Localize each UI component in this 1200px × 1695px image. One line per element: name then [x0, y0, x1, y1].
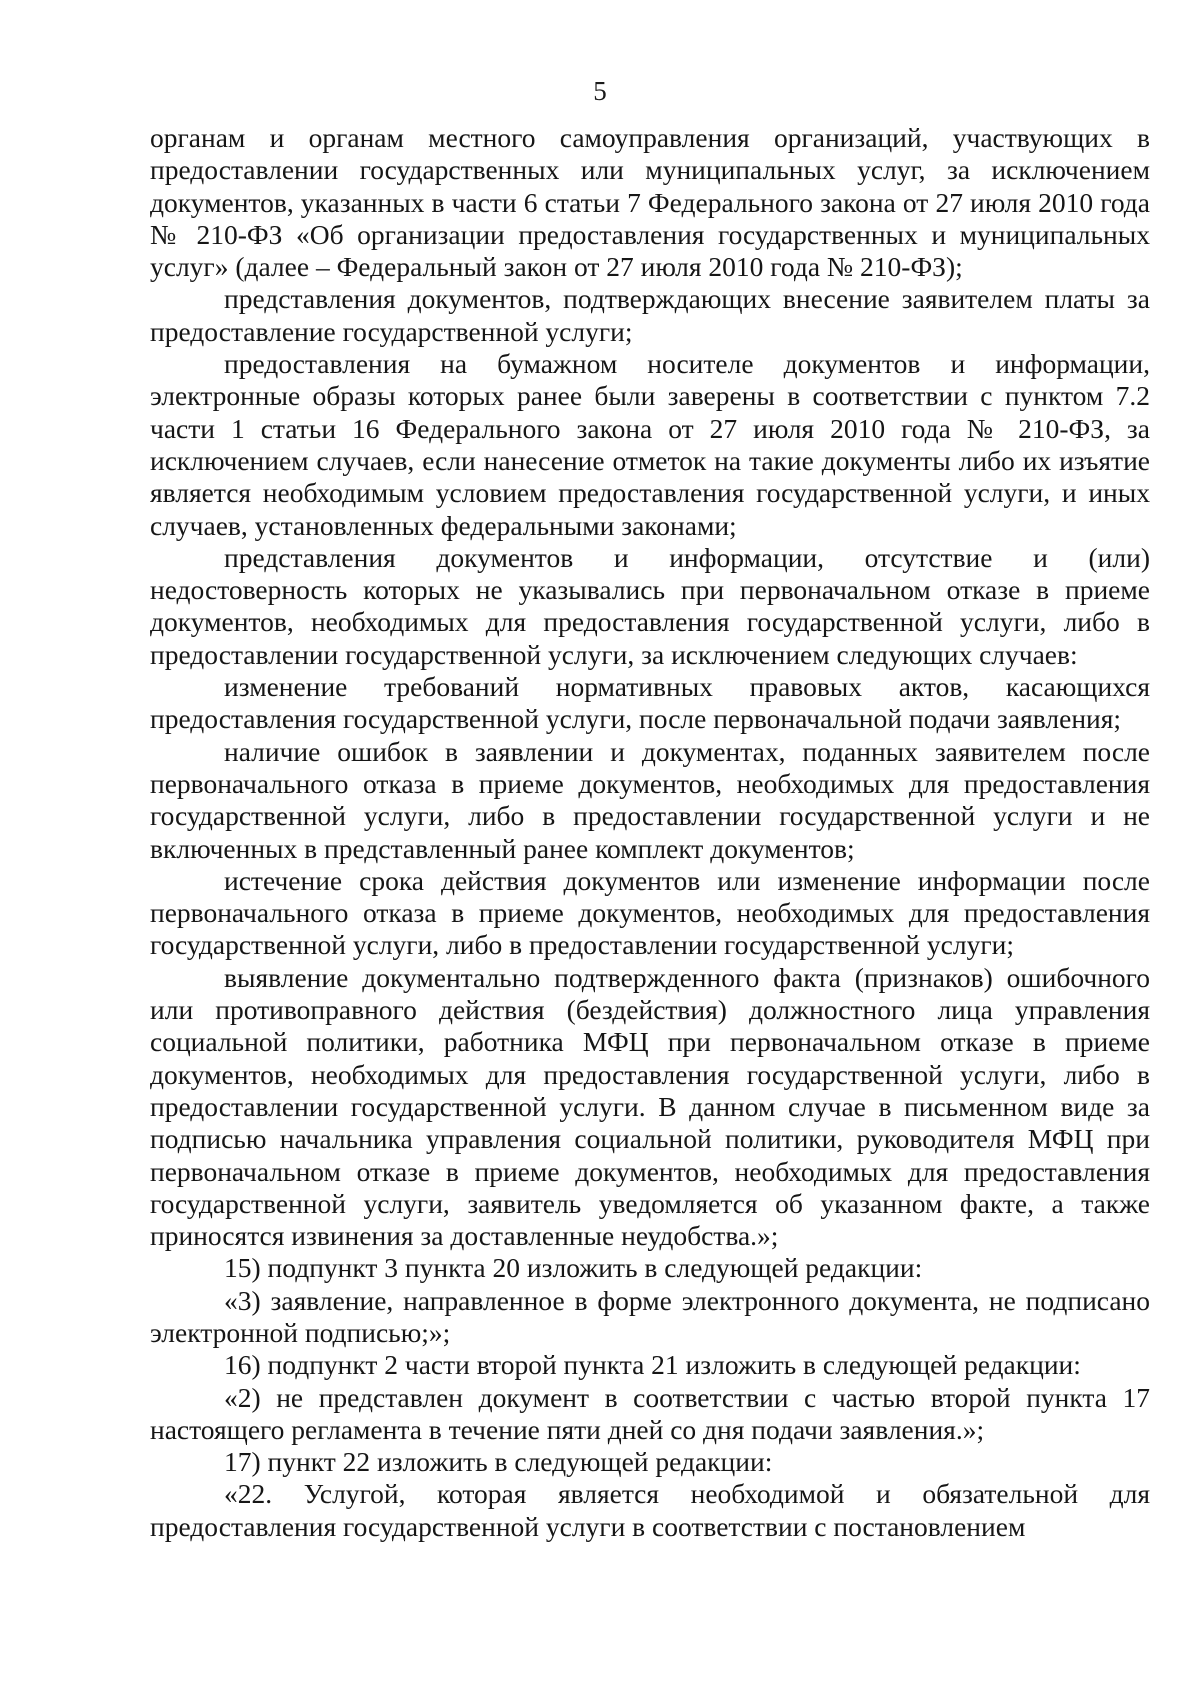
- paragraph-9: 15) подпункт 3 пункта 20 изложить в следующей редакции:: [224, 1252, 923, 1284]
- paragraph-13: 17) пункт 22 изложить в следующей редакции:: [224, 1446, 773, 1478]
- paragraph-6: наличие ошибок в заявлении и документах, поданных заявителем после первоначального отказа в приеме документов, необходимых для предоставления государственной услуги, либо в предоставлении государственной услуги и не включенных в представленный ранее комплект документов;: [150, 735, 1150, 864]
- paragraph-8: выявление документально подтвержденного факта (признаков) ошибочного или противоправного действия (бездействия) должностного лица управления социальной политики, работника МФЦ при первоначальном отказе в приеме документов, необходимых для предоставления государственной услуги, либо в предоставлении государственной услуги. В данном случае в письменном виде за подписью начальника управления социальной политики, руководителя МФЦ при первоначальном отказе в приеме документов, необходимых для предоставления государственной услуги, заявитель уведомляется об указанном факте, а также приносятся извинения за доставленные неудобства.»;: [150, 961, 1150, 1252]
- paragraph-10: «3) заявление, направленное в форме электронного документа, не подписано электронной подписью;»;: [150, 1284, 1150, 1348]
- paragraph-14: «22. Услугой, которая является необходимой и обязательной для предоставления государственной услуги в соответствии с постановлением: [150, 1478, 1150, 1542]
- paragraph-1: органам и органам местного самоуправления организаций, участвующих в предоставлении государственных или муниципальных услуг, за исключением документов, указанных в части 6 статьи 7 Федерального закона от 27 июля 2010 года № 210-ФЗ «Об организации предоставления государственных и муниципальных услуг» (далее – Федеральный закон от 27 июля 2010 года № 210-ФЗ);: [150, 122, 1150, 283]
- paragraph-5: изменение требований нормативных правовых актов, касающихся предоставления государственной услуги, после первоначальной подачи заявления;: [150, 671, 1150, 735]
- page-number: 5: [593, 76, 607, 106]
- paragraph-2: представления документов, подтверждающих внесение заявителем платы за предоставление государственной услуги;: [150, 283, 1150, 347]
- paragraph-4: представления документов и информации, отсутствие и (или) недостоверность которых не указывались при первоначальном отказе в приеме документов, необходимых для предоставления государственной услуги, либо в предоставлении государственной услуги, за исключением следующих случаев:: [150, 541, 1150, 670]
- document-body: [150, 122, 1150, 1543]
- paragraph-11: 16) подпункт 2 части второй пункта 21 изложить в следующей редакции:: [224, 1349, 1081, 1381]
- paragraph-12: «2) не представлен документ в соответствии с частью второй пункта 17 настоящего регламента в течение пяти дней со дня подачи заявления.»;: [150, 1381, 1150, 1445]
- paragraph-3: предоставления на бумажном носителе документов и информации, электронные образы которых ранее были заверены в соответствии с пунктом 7.2 части 1 статьи 16 Федерального закона от 27 июля 2010 года № 210-ФЗ, за исключением случаев, если нанесение отметок на такие документы либо их изъятие является необходимым условием предоставления государственной услуги, и иных случаев, установленных федеральными законами;: [150, 348, 1150, 541]
- paragraph-7: истечение срока действия документов или изменение информации после первоначального отказа в приеме документов, необходимых для предоставления государственной услуги, либо в предоставлении государственной услуги;: [150, 864, 1150, 961]
